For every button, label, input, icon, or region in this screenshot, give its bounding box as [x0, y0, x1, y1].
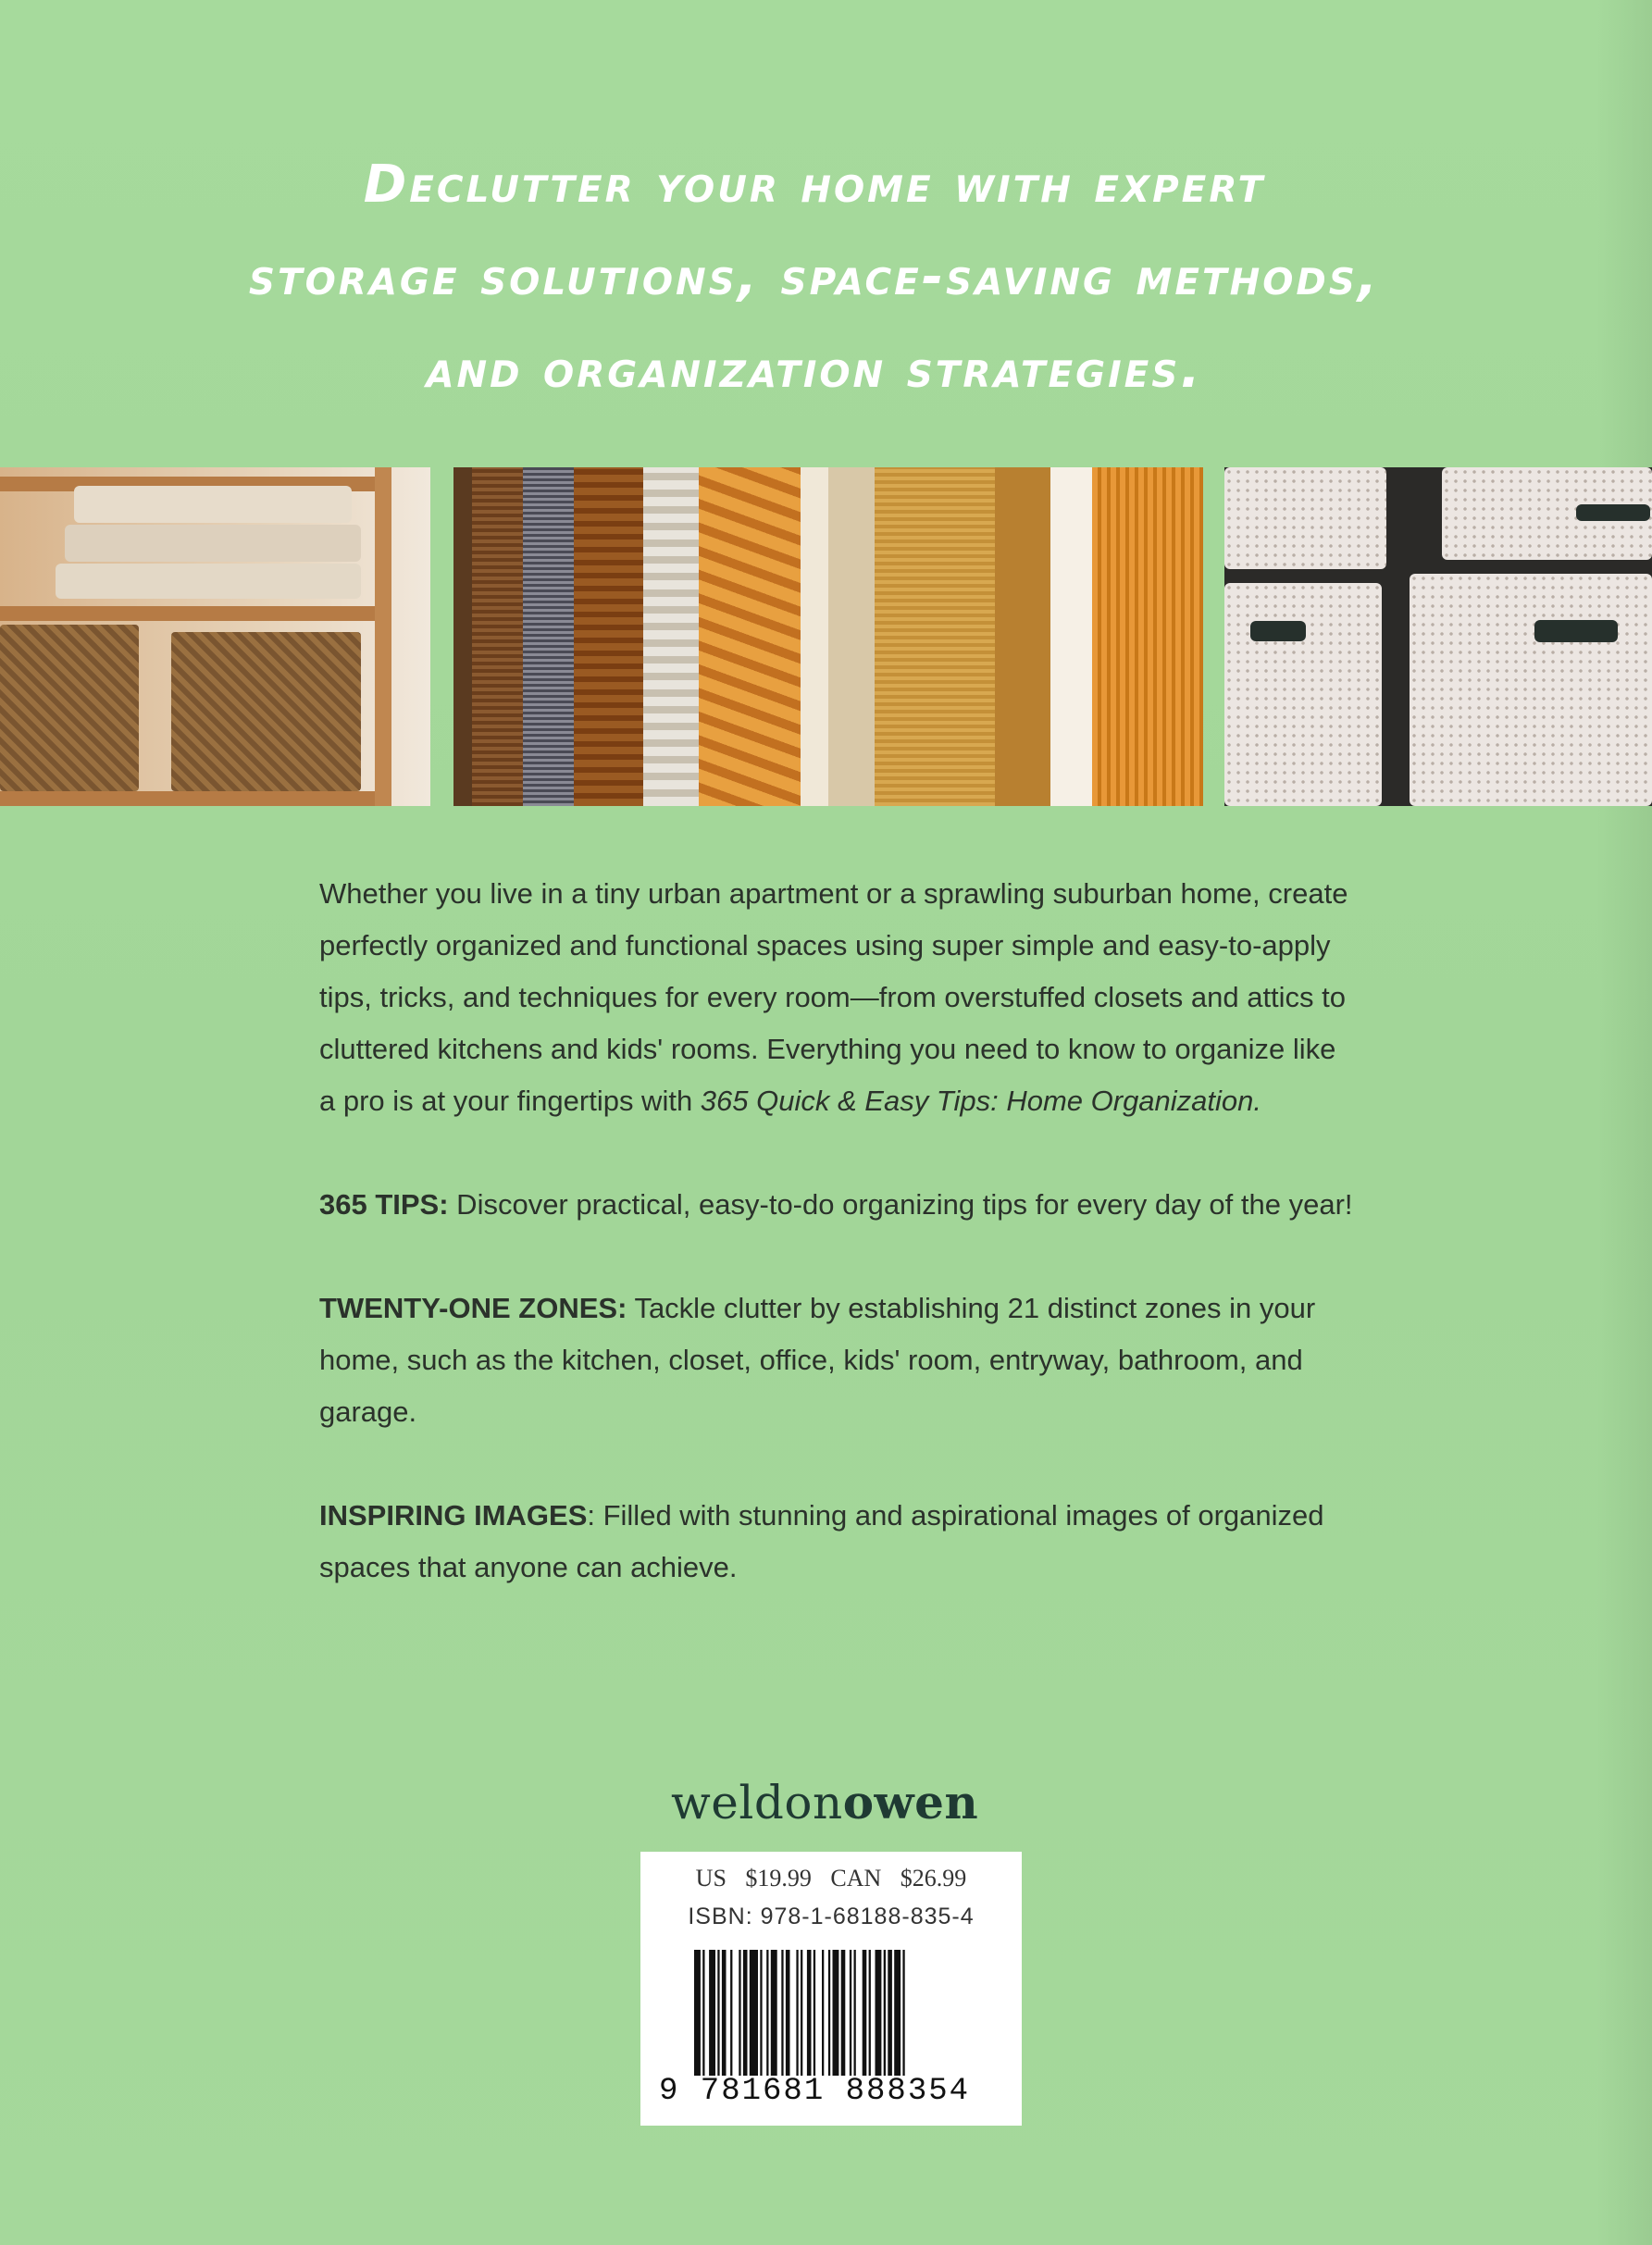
intro-text: Whether you live in a tiny urban apartment or a sprawling suburban home, create perfectly organized and functional spaces using super simple and easy-to-apply tips, tricks, and techniques for every room—from overstuffed closets and attics to cluttered kitchens and kids' rooms. Everything you need to know to organize like a pro is at your fingertips with	[319, 877, 1348, 1117]
barcode-bars	[694, 1950, 1000, 2076]
feature-label: TWENTY-ONE ZONES:	[319, 1292, 627, 1324]
feature-inspiring-images	[319, 1490, 1356, 1594]
feature-text: : Filled with stunning and aspirational images of organized spaces that anyone can achieve.	[319, 1499, 1324, 1583]
headline	[111, 139, 1518, 416]
publisher-logo-part-1: weldon	[671, 1776, 843, 1829]
barcode-bar	[730, 1950, 732, 2076]
barcode-bar	[822, 1950, 824, 2076]
spine-shadow	[1596, 0, 1652, 2245]
feature-label: INSPIRING IMAGES	[319, 1499, 588, 1532]
barcode-bar	[884, 1950, 886, 2076]
barcode-bar	[894, 1950, 901, 2076]
barcode-bar	[709, 1950, 715, 2076]
publisher-logo-part-2: owen	[842, 1775, 979, 1829]
headline-line-2: storage solutions, space-saving methods,	[248, 247, 1381, 307]
book-title: 365 Quick & Easy Tips: Home Organization.	[700, 1085, 1262, 1117]
barcode-bar	[902, 1950, 904, 2076]
barcode-bar	[833, 1950, 839, 2076]
barcode-bar	[828, 1950, 830, 2076]
photo-strip	[0, 467, 1652, 806]
barcode-bar	[781, 1950, 783, 2076]
publisher-logo	[671, 1775, 978, 1829]
barcode-bar	[750, 1950, 758, 2076]
headline-line-3: and organization strategies.	[426, 340, 1203, 400]
barcode-bar	[863, 1950, 867, 2076]
intro-paragraph	[319, 868, 1356, 1127]
barcode-bar	[869, 1950, 871, 2076]
barcode-bar	[854, 1950, 856, 2076]
barcode-bar	[807, 1950, 812, 2076]
barcode-bar	[814, 1950, 815, 2076]
barcode-bar	[694, 1950, 701, 2076]
barcode-bar	[801, 1950, 802, 2076]
barcode-bar	[702, 1950, 704, 2076]
feature-365-tips	[319, 1179, 1356, 1231]
headline-line-1: Declutter your home with expert	[363, 155, 1266, 215]
feature-label: 365 TIPS:	[319, 1188, 449, 1221]
barcode-bar	[760, 1950, 762, 2076]
feature-text: Tackle clutter by establishing 21 distinct zones in your home, such as the kitchen, closet, office, kids' room, entryway, bathroom, and garage.	[319, 1292, 1316, 1428]
barcode-bar	[717, 1950, 719, 2076]
barcode-bar	[722, 1950, 727, 2076]
photo-shelves-baskets	[0, 467, 430, 806]
barcode-bar	[771, 1950, 777, 2076]
barcode-bar	[796, 1950, 798, 2076]
photo-white-baskets	[1224, 467, 1652, 806]
barcode-bar	[841, 1950, 846, 2076]
feature-text: Discover practical, easy-to-do organizing tips for every day of the year!	[448, 1188, 1353, 1221]
barcode-bar	[743, 1950, 748, 2076]
barcode-bar	[850, 1950, 851, 2076]
barcode-digits: 9 781681 888354	[659, 2074, 971, 2109]
barcode-bar	[876, 1950, 882, 2076]
barcode-bar	[739, 1950, 740, 2076]
photo-pasta-jars	[453, 467, 1203, 806]
isbn: ISBN: 978-1-68188-835-4	[688, 1904, 975, 1929]
barcode-bar	[786, 1950, 790, 2076]
price: US $19.99 CAN $26.99	[695, 1865, 967, 1892]
barcode-box	[640, 1852, 1022, 2126]
description	[319, 868, 1356, 1645]
barcode-bar	[766, 1950, 768, 2076]
feature-twenty-one-zones	[319, 1283, 1356, 1438]
barcode-bar	[888, 1950, 892, 2076]
